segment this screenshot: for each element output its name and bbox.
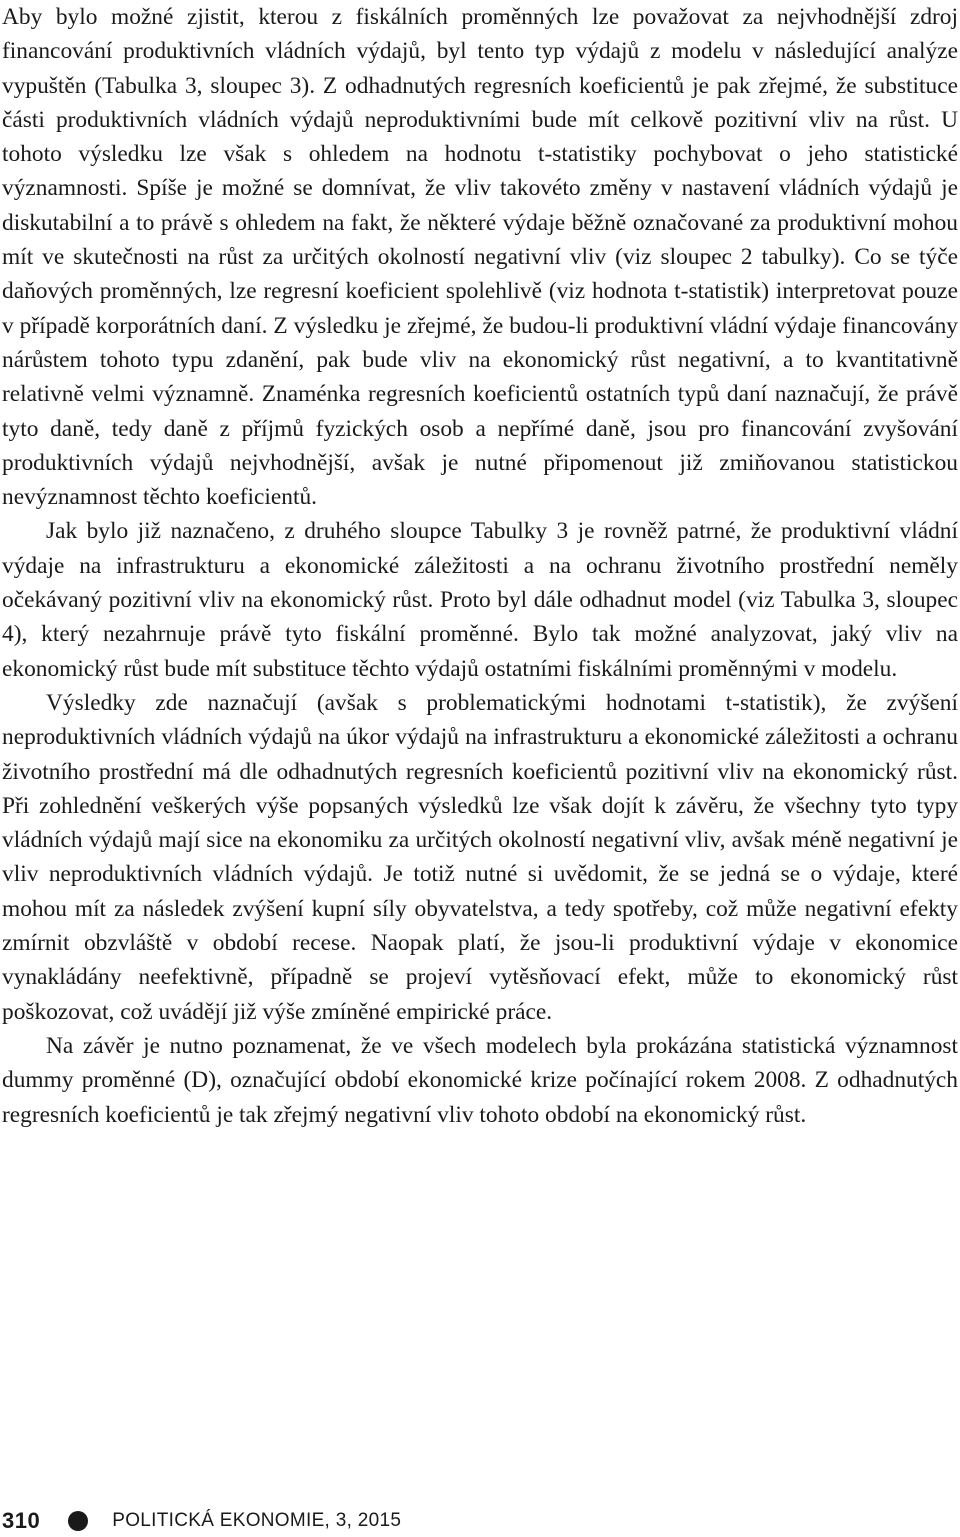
bullet-dot-icon	[68, 1511, 88, 1531]
article-body	[2, 0, 958, 1132]
paragraph-3: Výsledky zde naznačují (avšak s problematickými hodnotami t-statistik), že zvýšení neproduktivních vládních výdajů na úkor výdajů na infrastrukturu a ekonomické záležitosti a ochranu životního prostřední má dle odhadnutých regresních koeficientů pozitivní vliv na ekonomický růst. Při zohlednění veškerých výše popsaných výsledků lze však dojít k závěru, že všechny tyto typy vládních výdajů mají sice na ekonomiku za určitých okolností negativní vliv, avšak méně negativní je vliv neproduktivních vládních výdajů. Je totiž nutné si uvědomit, že se jedná se o výdaje, které mohou mít za následek zvýšení kupní síly obyvatelstva, a tedy spotřeby, což může negativní efekty zmírnit obzvláště v období recese. Naopak platí, že jsou-li produktivní výdaje v ekonomice vynakládány neefektivně, případně se projeví vytěsňovací efekt, může to ekonomický růst poškozovat, což uvádějí již výše zmíněné empirické práce.	[2, 689, 958, 1025]
paragraph-2: Jak bylo již naznačeno, z druhého sloupce Tabulky 3 je rovněž patrné, že produktivní vládní výdaje na infrastrukturu a ekonomické záležitosti a na ochranu životního prostřední neměly očekávaný pozitivní vliv na ekonomický růst. Proto byl dále odhadnut model (viz Tabulka 3, sloupec 4), který nezahrnuje právě tyto fiskální proměnné. Bylo tak možné analyzovat, jaký vliv na ekonomický růst bude mít substituce těchto výdajů ostatními fiskálními proměnnými v modelu.	[2, 518, 958, 682]
paragraph-1: Aby bylo možné zjistit, kterou z fiskálních proměnných lze považovat za nejvhodnější zdroj financování produktivních vládních výdajů, byl tento typ výdajů z modelu v následující analýze vypuštěn (Tabulka 3, sloupec 3). Z odhadnutých regresních koeficientů je pak zřejmé, že substituce části produktivních vládních výdajů neproduktivními bude mít celkově pozitivní vliv na růst. U tohoto výsledku lze však s ohledem na hodnotu t-statistiky pochybovat o jeho statistické významnosti. Spíše je možné se domnívat, že vliv takovéto změny v nastavení vládních výdajů je diskutabilní a to právě s ohledem na fakt, že některé výdaje běžně označované za produktivní mohou mít ve skutečnosti na růst za určitých okolností negativní vliv (viz sloupec 2 tabulky). Co se týče daňových proměnných, lze regresní koeficient spolehlivě (viz hodnota t-statistik) interpretovat pouze v případě korporátních daní. Z výsledku je zřejmé, že budou-li produktivní vládní výdaje financovány nárůstem tohoto typu zdanění, pak bude vliv na ekonomický růst negativní, a to kvantitativně relativně velmi významně. Znaménka regresních koeficientů ostatních typů daní naznačují, že právě tyto daně, tedy daně z příjmů fyzických osob a nepřímé daně, jsou pro financování zvyšování produktivních výdajů nejvhodnější, avšak je nutné připomenout již zmiňovanou statistickou nevýznamnost těchto koeficientů.	[2, 4, 958, 511]
paragraph-4: Na závěr je nutno poznamenat, že ve všech modelech byla prokázána statistická významnost dummy proměnné (D), označující období ekonomické krize počínající rokem 2008. Z odhadnutých regresních koeficientů je tak zřejmý negativní vliv tohoto období na ekonomický růst.	[2, 1032, 958, 1128]
journal-name: POLITICKÁ EKONOMIE, 3, 2015	[112, 1510, 402, 1531]
page-number: 310	[2, 1508, 41, 1533]
page-footer	[2, 1507, 401, 1535]
